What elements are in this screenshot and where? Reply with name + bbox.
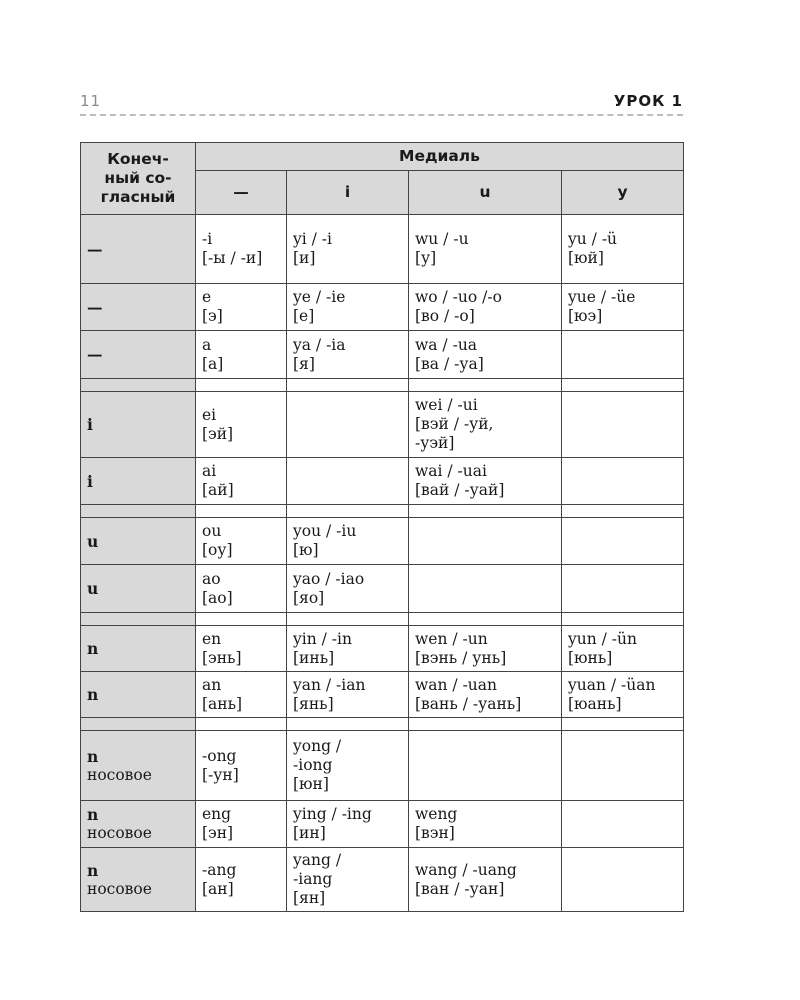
row-header-label: n <box>87 746 99 766</box>
separator-cell <box>287 379 409 392</box>
cell-line: [инь] <box>293 648 335 667</box>
cell-line: wang / -uang <box>415 860 517 879</box>
table-cell <box>287 331 409 379</box>
cell-line: [янь] <box>293 694 334 713</box>
table-cell <box>287 284 409 331</box>
cell-line: -уэй] <box>415 434 455 452</box>
table-cell <box>409 518 562 565</box>
cell-line: yong / <box>293 737 342 755</box>
cell-line: en <box>202 629 222 648</box>
row-header-sublabel: носовое <box>87 765 152 784</box>
row-header-label: n <box>87 805 99 824</box>
table-row <box>81 848 684 912</box>
cell-line: [э] <box>202 307 223 325</box>
table-cell <box>196 731 287 801</box>
cell-line: ao <box>202 569 221 588</box>
separator-cell <box>81 505 196 518</box>
separator-cell <box>409 505 562 518</box>
cell-line: ai <box>202 462 217 480</box>
cell-line: ye / -ie <box>293 288 346 306</box>
separator-cell <box>287 718 409 731</box>
table-cell <box>562 672 684 718</box>
cell-line: [энь] <box>202 648 242 667</box>
group-separator <box>81 505 684 518</box>
table-cell <box>562 284 684 331</box>
cell-line: [ван / -уан] <box>415 879 505 898</box>
cell-line: wa / -ua <box>415 335 478 354</box>
table-cell <box>409 672 562 718</box>
table-cell <box>409 284 562 331</box>
row-header <box>81 731 196 801</box>
cell-line: [ань] <box>202 694 243 713</box>
group-separator <box>81 613 684 626</box>
cell-line: -iang <box>293 870 333 888</box>
cell-line: yi / -i <box>293 230 332 248</box>
table-cell <box>196 458 287 505</box>
medial-i-header: i <box>287 171 409 215</box>
cell-line: [ай] <box>202 481 234 499</box>
separator-cell <box>287 505 409 518</box>
separator-cell <box>196 379 287 392</box>
cell-line: yan / -ian <box>293 675 366 694</box>
cell-line: weng <box>415 805 458 823</box>
table-cell <box>287 518 409 565</box>
table-cell <box>562 626 684 672</box>
row-header <box>81 331 196 379</box>
table-cell <box>287 565 409 613</box>
table-cell <box>562 215 684 284</box>
table-cell <box>287 626 409 672</box>
cell-line: eng <box>202 805 232 823</box>
table-cell <box>196 626 287 672</box>
cell-line: [и] <box>293 249 316 267</box>
separator-cell <box>562 379 684 392</box>
row-header <box>81 392 196 458</box>
row-header-label: i <box>87 415 93 434</box>
table-cell <box>562 848 684 912</box>
separator-cell <box>409 379 562 392</box>
row-header <box>81 565 196 613</box>
separator-cell <box>196 613 287 626</box>
table-row <box>81 331 684 379</box>
cell-line: yin / -in <box>293 629 352 648</box>
separator-cell <box>81 718 196 731</box>
table-cell <box>196 518 287 565</box>
cell-line: [ин] <box>293 824 326 842</box>
row-header-sublabel: носовое <box>87 824 152 842</box>
cell-line: wai / -uai <box>415 462 487 480</box>
cell-line: [юй] <box>568 249 604 267</box>
row-header-label: u <box>87 531 99 551</box>
row-header-label: u <box>87 579 99 598</box>
separator-cell <box>562 613 684 626</box>
cell-line: [юэ] <box>568 307 603 325</box>
table-row <box>81 731 684 801</box>
cell-line: [оу] <box>202 541 233 559</box>
cell-line: yue / -üe <box>568 288 636 306</box>
cell-line: ei <box>202 405 217 424</box>
row-header <box>81 284 196 331</box>
cell-line: ya / -ia <box>293 335 346 354</box>
cell-line: yao / -iao <box>293 569 365 588</box>
finals-table <box>80 142 684 912</box>
cell-line: [е] <box>293 307 315 325</box>
table-cell <box>196 848 287 912</box>
cell-line: -ong <box>202 746 237 765</box>
row-header <box>81 672 196 718</box>
cell-line: wei / -ui <box>415 396 478 414</box>
row-header-label: n <box>87 860 99 880</box>
medial-group-header: Медиаль <box>196 143 684 171</box>
separator-cell <box>196 718 287 731</box>
table-cell <box>196 392 287 458</box>
table-cell <box>409 215 562 284</box>
table-cell <box>409 848 562 912</box>
separator-cell <box>562 505 684 518</box>
table-cell <box>562 565 684 613</box>
table-cell <box>409 392 562 458</box>
medial-none-header: — <box>196 171 287 215</box>
separator-cell <box>196 505 287 518</box>
cell-line: [во / -о] <box>415 307 475 325</box>
cell-line: an <box>202 675 222 694</box>
table-cell <box>562 518 684 565</box>
cell-line: [ан] <box>202 879 234 898</box>
cell-line: [яо] <box>293 588 325 607</box>
table-row <box>81 565 684 613</box>
table-cell <box>196 565 287 613</box>
table-cell <box>196 801 287 848</box>
table-cell <box>287 801 409 848</box>
cell-line: [-ун] <box>202 765 239 784</box>
lesson-title: УРОК 1 <box>613 92 683 110</box>
table-cell <box>562 392 684 458</box>
cell-line: yu / -ü <box>568 230 618 248</box>
cell-line: [ян] <box>293 889 326 907</box>
table-row <box>81 392 684 458</box>
row-header <box>81 458 196 505</box>
table-cell <box>196 284 287 331</box>
cell-line: wo / -uo /-o <box>415 288 502 306</box>
cell-line: wen / -un <box>415 629 488 648</box>
cell-line: [а] <box>202 354 224 373</box>
table-row <box>81 626 684 672</box>
page-header <box>80 92 683 116</box>
table-row <box>81 284 684 331</box>
cell-line: [-ы / -и] <box>202 249 263 267</box>
cell-line: [у] <box>415 249 437 267</box>
table-cell <box>287 731 409 801</box>
cell-line: [ю] <box>293 541 319 559</box>
cell-line: [вэнь / унь] <box>415 648 507 667</box>
row-header <box>81 801 196 848</box>
table-cell <box>196 215 287 284</box>
cell-line: [эн] <box>202 824 234 842</box>
row-header-label: — <box>87 345 103 364</box>
separator-cell <box>409 613 562 626</box>
table-cell <box>562 458 684 505</box>
table-row <box>81 672 684 718</box>
cell-line: [вэн] <box>415 824 455 842</box>
row-header <box>81 215 196 284</box>
separator-cell <box>409 718 562 731</box>
cell-line: e <box>202 288 212 306</box>
table-cell <box>409 565 562 613</box>
cell-line: [юн] <box>293 775 329 793</box>
row-header-label: — <box>87 297 103 317</box>
cell-line: -ang <box>202 860 237 879</box>
table-row <box>81 458 684 505</box>
separator-cell <box>562 718 684 731</box>
table-cell <box>409 458 562 505</box>
table-cell <box>562 801 684 848</box>
table-cell <box>562 731 684 801</box>
cell-line: wan / -uan <box>415 675 498 694</box>
cell-line: [ао] <box>202 588 233 607</box>
row-header-label: n <box>87 685 99 704</box>
cell-line: [юань] <box>568 694 622 713</box>
table-cell <box>409 801 562 848</box>
cell-line: [эй] <box>202 424 234 443</box>
row-header-sublabel: носовое <box>87 879 152 898</box>
table-cell <box>196 672 287 718</box>
page-number: 11 <box>80 92 102 110</box>
separator-cell <box>287 613 409 626</box>
table-cell <box>287 392 409 458</box>
table-cell <box>287 672 409 718</box>
group-separator <box>81 718 684 731</box>
cell-line: -iong <box>293 756 333 774</box>
medial-u-header: u <box>409 171 562 215</box>
medial-y-header: y <box>562 171 684 215</box>
cell-line: a <box>202 335 212 354</box>
table-cell <box>196 331 287 379</box>
cell-line: yuan / -üan <box>568 675 656 694</box>
separator-cell <box>81 613 196 626</box>
cell-line: ou <box>202 522 222 540</box>
cell-line: yun / -ün <box>568 629 638 648</box>
group-separator <box>81 379 684 392</box>
cell-line: [я] <box>293 354 315 373</box>
table-cell <box>409 731 562 801</box>
table-cell <box>409 331 562 379</box>
cell-line: [вэй / -уй, <box>415 415 494 433</box>
row-header <box>81 626 196 672</box>
cell-line: you / -iu <box>293 522 357 540</box>
row-header-label: i <box>87 471 93 491</box>
cell-line: -i <box>202 230 213 248</box>
separator-cell <box>81 379 196 392</box>
cell-line: [вань / -уань] <box>415 694 522 713</box>
row-header-label: n <box>87 639 99 658</box>
table-cell <box>562 331 684 379</box>
cell-line: ying / -ing <box>293 805 372 823</box>
final-consonant-header: Конеч- ный со- гласный <box>81 143 196 215</box>
row-header <box>81 518 196 565</box>
cell-line: [вай / -уай] <box>415 481 505 499</box>
cell-line: yang / <box>293 851 342 869</box>
table-cell <box>287 458 409 505</box>
cell-line: wu / -u <box>415 230 469 248</box>
table-row <box>81 215 684 284</box>
table-row <box>81 801 684 848</box>
table-cell <box>287 215 409 284</box>
row-header <box>81 848 196 912</box>
row-header-label: — <box>87 239 103 259</box>
table-cell <box>409 626 562 672</box>
cell-line: [юнь] <box>568 648 613 667</box>
table-row <box>81 518 684 565</box>
cell-line: [ва / -уа] <box>415 354 484 373</box>
table-cell <box>287 848 409 912</box>
